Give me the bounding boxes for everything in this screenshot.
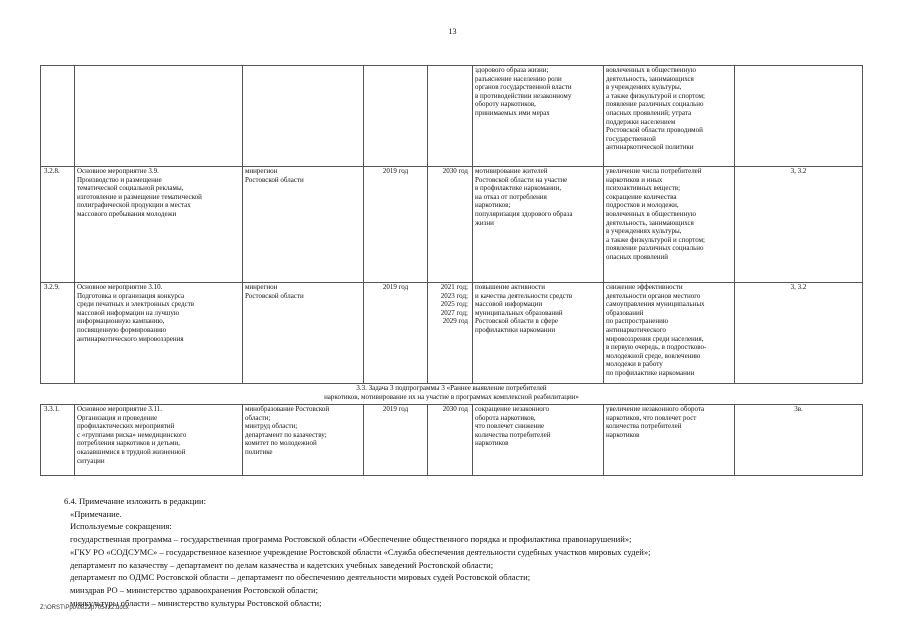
table-row [41,66,863,167]
note-line: «ГКУ РО «СОДСУМС» – государственное казенное учреждение Ростовской области «Служба обеспечения деятельности судебных участков мировых судей»; [70,546,651,557]
section-heading: 3.3. Задача 3 подпрограммы 3 «Раннее выявление потребителей наркотиков, мотивирование их на участие в программах комплексной реабилитации» [41,384,863,405]
file-path-footer: Z:\ORST\Ppo\0822p705.f22.docx [40,605,129,611]
expected-result-cell: мотивирование жителей Ростовской области на участие в профилактике наркомании, на отказ от потребления наркотиков; популяризация здорового образа жизни [473,167,604,283]
program-activities-table [40,65,863,476]
activity-name-cell: Основное мероприятие 3.10. Подготовка и организация конкурса среди печатных и электронных средств массовой информации на лучшую информационную кампанию, посвященную формированию антинаркотического мировоззрения [75,283,243,384]
note-line: минкультуры области – министерство культуры Ростовской области; [70,597,322,608]
end-year-cell: 2030 год [428,405,473,476]
note-line: департамент по ОДМС Ростовской области – департамент по обеспечению деятельности мировых судей Ростовской области; [70,572,531,583]
note-line: департамент по казачеству – департамент по делам казачества и кадетских учебных заведений Ростовской области; [70,559,494,570]
table-row [41,283,863,384]
expected-result-cell: сокращение незаконного оборота наркотиков, что повлечет снижение количества потребителей наркотиков [473,405,604,476]
row-number: 3.2.8. [41,167,75,283]
risk-cell: вовлеченных в общественную деятельность, занимающихся в учреждениях культуры, а также физкультурой и спортом; появление различных социально опасных проявлений; утрата поддержки населением Ростовской области проводимой государственной антинаркотической политики [604,66,735,167]
note-line: минздрав РО – министерство здравоохранения Ростовской области; [70,584,318,595]
executor-cell: минобразование Ростовской области; минтруд области; департамент по казачеству; комитет по молодежной политике [243,405,364,476]
indicator-link-cell: 3, 3.2 [735,167,863,283]
risk-cell: увеличение числа потребителей наркотиков и иных психоактивных веществ; сокращение количества подростков и молодежи, вовлеченных в общественную деятельность, занимающихся в учреждениях культуры, а также физкультурой и спортом; появление различных социально опасных проявлений [604,167,735,283]
start-year-cell: 2019 год [364,283,428,384]
table-row [41,167,863,283]
expected-result-cell: здорового образа жизни; разъяснение населению роли органов государственной власти в противодействии незаконному обороту наркотиков, принимаемых ими мерах [473,66,604,167]
note-line: Используемые сокращения: [70,521,172,532]
expected-result-cell: повышение активности и качества деятельности средств массовой информации муниципальных образований Ростовской области в сфере профилактики наркомании [473,283,604,384]
note-line: «Примечание. [70,508,122,519]
executor-cell: минрегион Ростовской области [243,283,364,384]
indicator-link-cell: 3, 3.2 [735,283,863,384]
note-section [64,495,890,609]
end-year-cell: 2030 год [428,167,473,283]
row-number: 3.2.9. [41,283,75,384]
activity-name-cell: Основное мероприятие 3.9. Производство и размещение тематической социальной рекламы, изготовление и размещение тематической полиграфической продукции в местах массового пребывания молодежи [75,167,243,283]
activity-name-cell: Основное мероприятие 3.11. Организация и проведение профилактических мероприятий с «группами риска» немедицинского потребления наркотиков и детьми, оказавшимися в трудной жизненной ситуации [75,405,243,476]
end-year-cell: 2021 год; 2023 год; 2025 год; 2027 год; 2029 год [428,283,473,384]
note-line: 6.4. Примечание изложить в редакции: [64,496,206,506]
indicator-link-cell: 3в. [735,405,863,476]
risk-cell: увеличение незаконного оборота наркотиков, что повлечет рост количества потребителей наркотиков [604,405,735,476]
executor-cell: минрегион Ростовской области [243,167,364,283]
table-row [41,405,863,476]
risk-cell: снижение эффективности деятельности органов местного самоуправления муниципальных образований по распространению антинаркотического мировоззрения среди населения, в первую очередь, в подростково- молодежной среде, вовлечению молодежи в работу по профилактике наркомании [604,283,735,384]
note-line: государственная программа – государственная программа Ростовской области «Обеспечение общественного порядка и профилактика правонарушений»; [70,534,632,545]
row-number: 3.3.1. [41,405,75,476]
start-year-cell: 2019 год [364,405,428,476]
table-section-row [41,384,863,405]
page-number: 13 [448,27,457,36]
start-year-cell: 2019 год [364,167,428,283]
